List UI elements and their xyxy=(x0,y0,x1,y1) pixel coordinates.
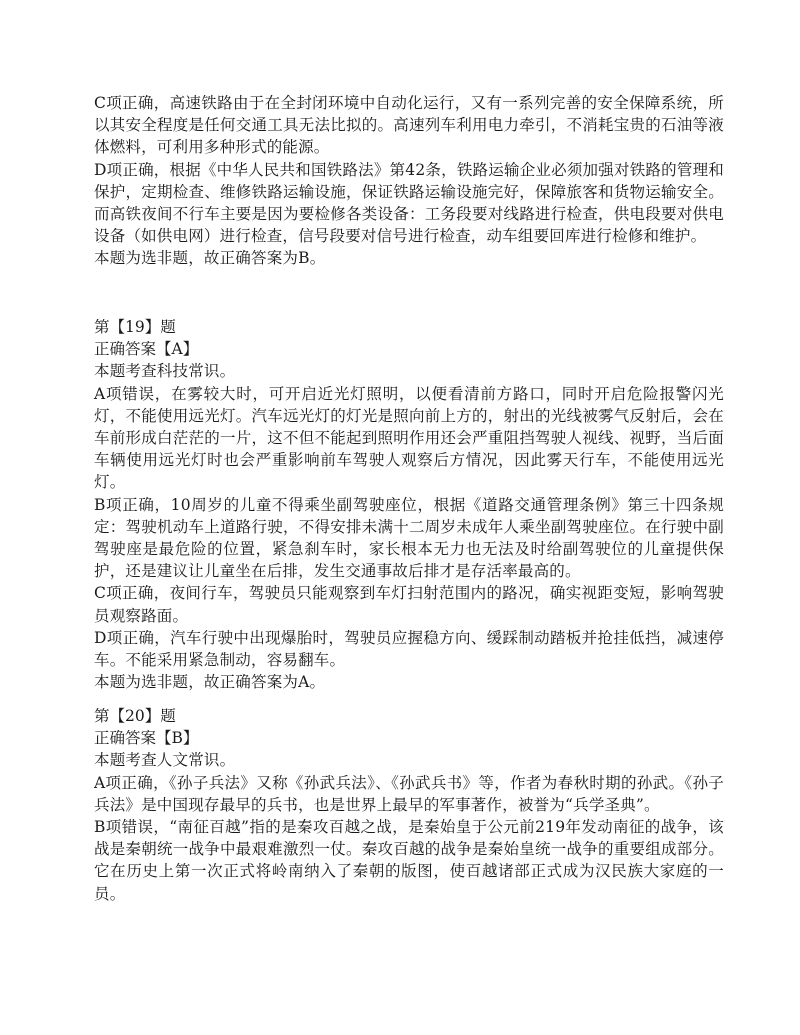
correct-answer: 正确答案【A】 xyxy=(94,340,199,359)
option-b-explanation: B项错误，“南征百越”指的是秦攻百越之战，是秦始皇于公元前219年发动南征的战争，该战是秦朝统一战争中最艰难激烈一仗。秦攻百越的战争是秦始皇统一战争的重要组成部分。它在历史上第一次正式将岭南纳入了秦朝的版图，使百越诸部正式成为汉民族大家庭的一员。 xyxy=(94,818,724,903)
option-a-explanation: A项错误，在雾较大时，可开启近光灯照明，以便看清前方路口，同时开启危险报警闪光灯，不能使用远光灯。汽车远光灯的灯光是照向前上方的，射出的光线被雾气反射后，会在车前形成白茫茫的一片，这不但不能起到照明作用还会严重阻挡驾驶人视线、视野，当后面车辆使用远光灯时也会严重影响前车驾驶人观察后方情况，因此雾天行车，不能使用远光灯。 xyxy=(94,384,724,492)
option-a-explanation: A项正确，《孙子兵法》又称《孙武兵法》、《孙武兵书》等，作者为春秋时期的孙武。《孙子兵法》是中国现存最早的兵书，也是世界上最早的军事著作，被誉为“兵学圣典”。 xyxy=(94,773,724,814)
option-c-explanation: C项正确，夜间行车，驾驶员只能观察到车灯扫射范围内的路况，确实视距变短，影响驾驶员观察路面。 xyxy=(94,584,724,625)
question-heading: 第【19】题 xyxy=(94,318,176,336)
option-d-explanation: D项正确，汽车行驶中出现爆胎时，驾驶员应握稳方向、缓踩制动踏板并抢挂低挡，减速停车。不能采用紧急制动，容易翻车。 xyxy=(94,628,724,670)
answer-conclusion: 本题为选非题，故正确答案为A。 xyxy=(94,673,326,692)
option-b-explanation: B项正确，10周岁的儿童不得乘坐副驾驶座位，根据《道路交通管理条例》第三十四条规定：驾驶机动车上道路行驶，不得安排未满十二周岁未成年人乘坐副驾驶座位。在行驶中副驾驶座是最危险的位置，紧急刹车时，家长根本无力也无法及时给副驾驶位的儿童提供保护，还是建议让儿童坐在后排，发生交通事故后排才是存活率最高的。 xyxy=(94,495,724,581)
correct-answer: 正确答案【B】 xyxy=(94,729,199,748)
answer-conclusion: 本题为选非题，故正确答案为B。 xyxy=(94,249,326,268)
topic-line: 本题考查科技常识。 xyxy=(94,362,236,381)
question-18-continuation xyxy=(94,92,724,270)
question-heading: 第【20】题 xyxy=(94,707,176,725)
question-19 xyxy=(94,316,724,693)
option-d-explanation: D项正确，根据《中华人民共和国铁路法》第42条，铁路运输企业必须加强对铁路的管理和保护，定期检查、维修铁路运输设施，保证铁路运输设施完好，保障旅客和货物运输安全。而高铁夜间不行车主要是因为要检修各类设备：工务段要对线路进行检查，供电段要对供电设备（如供电网）进行检查，信号段要对信号进行检查，动车组要回库进行检修和维护。 xyxy=(94,160,724,246)
question-20 xyxy=(94,705,724,905)
topic-line: 本题考查人文常识。 xyxy=(94,751,236,770)
option-c-explanation: C项正确，高速铁路由于在全封闭环境中自动化运行，又有一系列完善的安全保障系统，所以其安全程度是任何交通工具无法比拟的。高速列车利用电力牵引，不消耗宝贵的石油等液体燃料，可利用多种形式的能源。 xyxy=(94,94,724,157)
